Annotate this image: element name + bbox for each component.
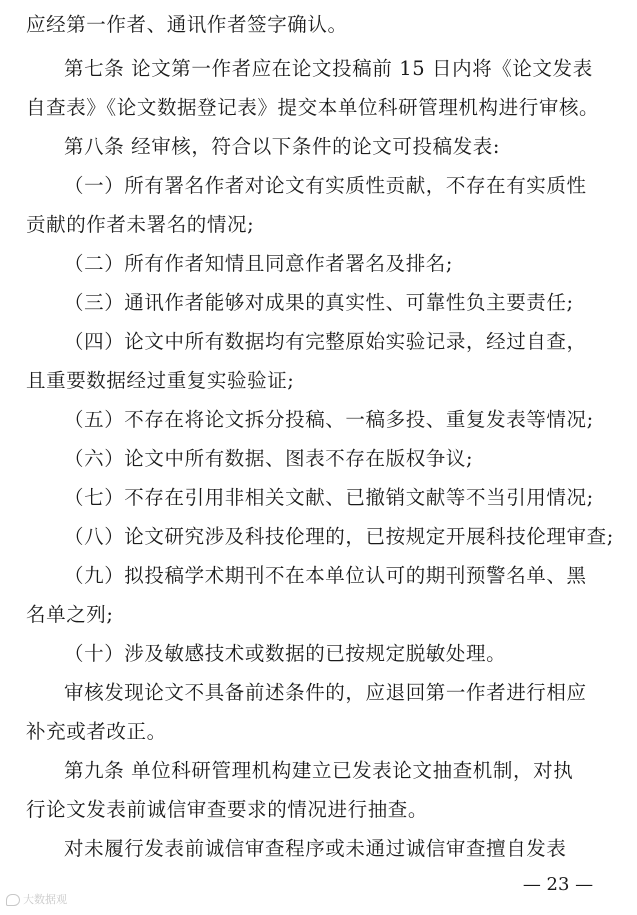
- text-line: （四）论文中所有数据均有完整原始实验记录，经过自查，: [64, 330, 587, 353]
- text-line: 审核发现论文不具备前述条件的，应退回第一作者进行相应: [64, 681, 587, 704]
- text-line: 第七条 论文第一作者应在论文投稿前 15 日内将《论文发表: [64, 57, 593, 80]
- text-line: 对未履行发表前诚信审查程序或未通过诚信审查擅自发表: [64, 837, 567, 860]
- text-line: （九）拟投稿学术期刊不在本单位认可的期刊预警名单、黑: [64, 564, 587, 587]
- text-line: （十）涉及敏感技术或数据的已按规定脱敏处理。: [64, 642, 507, 665]
- text-line: 且重要数据经过重复实验验证;: [26, 369, 295, 392]
- text-line: 贡献的作者未署名的情况;: [26, 213, 255, 236]
- text-line: 行论文发表前诚信审查要求的情况进行抽查。: [26, 798, 429, 821]
- text-line: （五）不存在将论文拆分投稿、一稿多投、重复发表等情况;: [64, 408, 594, 431]
- text-line: 补充或者改正。: [26, 720, 167, 743]
- watermark: [6, 890, 126, 910]
- text-line: 应经第一作者、通讯作者签字确认。: [26, 13, 348, 36]
- page-number: — 23 —: [522, 874, 594, 895]
- text-line: 自查表》《论文数据登记表》提交本单位科研管理机构进行审核。: [26, 96, 600, 119]
- watermark-text: 大数据观: [23, 893, 67, 906]
- text-line: （七）不存在引用非相关文献、已撤销文献等不当引用情况;: [64, 486, 594, 509]
- text-line: （一）所有署名作者对论文有实质性贡献，不存在有实质性: [64, 174, 587, 197]
- text-line: （三）通讯作者能够对成果的真实性、可靠性负主要责任;: [64, 291, 574, 314]
- text-line: 名单之列;: [26, 603, 114, 626]
- text-line: 第八条 经审核，符合以下条件的论文可投稿发表:: [64, 135, 501, 158]
- text-line: （八）论文研究涉及科技伦理的，已按规定开展科技伦理审查;: [64, 525, 614, 548]
- text-line: （六）论文中所有数据、图表不存在版权争议;: [64, 447, 474, 470]
- text-line: 第九条 单位科研管理机构建立已发表论文抽查机制，对执: [64, 759, 574, 782]
- speech-bubble-icon: [6, 894, 20, 906]
- text-line: （二）所有作者知情且同意作者署名及排名;: [64, 252, 454, 275]
